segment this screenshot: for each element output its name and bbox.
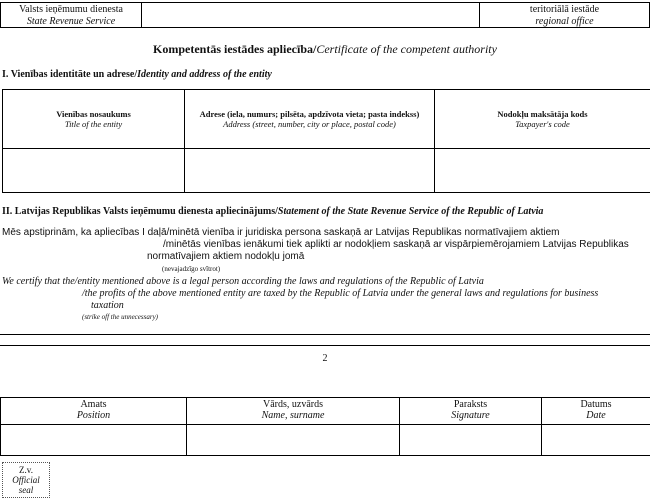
certificate-title-en: Certificate of the competent authority [316,42,497,56]
position-header-lv: Amats [80,399,107,410]
name-surname-column-header [187,398,400,425]
signature-column-header [400,398,542,425]
signature-header-en: Signature [451,410,490,421]
entity-address-header-en: Address (street, number, city or place, postal code) [223,119,396,129]
date-field[interactable] [542,425,650,456]
header-regional-office-box [479,2,650,28]
statement-lv-strike-note: (nevajadzīgo svītrot) [162,265,221,273]
statement-lv-line2: /minētās vienības ienākumi tiek aplikti ar nodokļiem saskaņā ar vispārpiemērojamiem Latvijas Republikas [163,239,629,250]
date-header-lv: Datums [580,399,612,410]
header-left-lv: Valsts ieņēmumu dienesta [19,4,123,15]
entity-address-field[interactable] [185,149,435,193]
signature-header-lv: Paraksts [453,399,488,410]
entity-title-column-header [3,90,185,149]
entity-identity-table [2,89,650,193]
official-seal-box [2,462,50,498]
section2-heading [2,206,543,217]
header-blank-field[interactable] [141,2,480,28]
page-end-rule [0,334,650,335]
date-column-header [542,398,650,425]
entity-taxpayer-code-field[interactable] [435,149,650,193]
statement-en-line3: taxation [91,300,124,311]
entity-title-field[interactable] [3,149,185,193]
header-state-revenue-service-box [0,2,142,28]
statement-en-line1: We certify that the/entity mentioned above is a legal person according the laws and regulations of the Republic of Latvia [2,276,484,287]
statement-lv-line1: Mēs apstiprinām, ka apliecības I daļā/minētā vienība ir juridiska persona saskaņā ar Latvijas Republikas normatīvajiem aktiem [2,227,560,238]
position-field[interactable] [1,425,187,456]
name-surname-field[interactable] [187,425,400,456]
name-surname-header-lv: Vārds, uzvārds [263,399,323,410]
seal-label-en-line1: Official [12,475,40,485]
position-column-header [1,398,187,425]
entity-address-column-header [185,90,435,149]
statement-lv-line3: normatīvajiem aktiem nodokļu jomā [147,251,305,262]
page-number: 2 [322,353,328,364]
statement-en-line2: /the profits of the above mentioned entity are taxed by the Republic of Latvia under the general laws and regulations for business [82,288,599,299]
header-left-en: State Revenue Service [26,16,116,27]
section1-heading-en: Identity and address of the entity [137,69,272,80]
section1-heading [2,69,272,80]
seal-label-lv: Z.v. [19,465,33,475]
signature-field[interactable] [400,425,542,456]
entity-title-header-lv: Vienības nosaukums [56,109,131,119]
seal-label-en-line2: seal [18,485,34,495]
certificate-title-lv: Kompetentās iestādes apliecība/ [153,42,317,56]
certificate-title [0,42,650,57]
statement-en-strike-note: (strike off the unnecessary) [82,313,159,321]
entity-taxpayer-code-header-en: Taxpayer's code [515,119,570,129]
page-start-rule [0,345,650,346]
header-right-en: regional office [535,16,594,27]
section2-heading-lv: II. Latvijas Republikas Valsts ieņēmumu dienesta apliecinājums/ [2,206,278,217]
section1-heading-lv: I. Vienības identitāte un adrese/ [2,69,138,80]
entity-address-header-lv: Adrese (iela, numurs; pilsēta, apdzīvota vieta; pasta indekss) [199,109,420,119]
date-header-en: Date [586,410,606,421]
position-header-en: Position [76,410,111,421]
name-surname-header-en: Name, surname [261,410,325,421]
section2-heading-en: Statement of the State Revenue Service of the Republic of Latvia [277,206,544,217]
entity-title-header-en: Title of the entity [64,119,123,129]
entity-taxpayer-code-column-header [435,90,650,149]
entity-taxpayer-code-header-lv: Nodokļu maksātāja kods [497,109,588,119]
signature-table [0,397,650,456]
header-right-lv: teritoriālā iestāde [529,4,600,15]
